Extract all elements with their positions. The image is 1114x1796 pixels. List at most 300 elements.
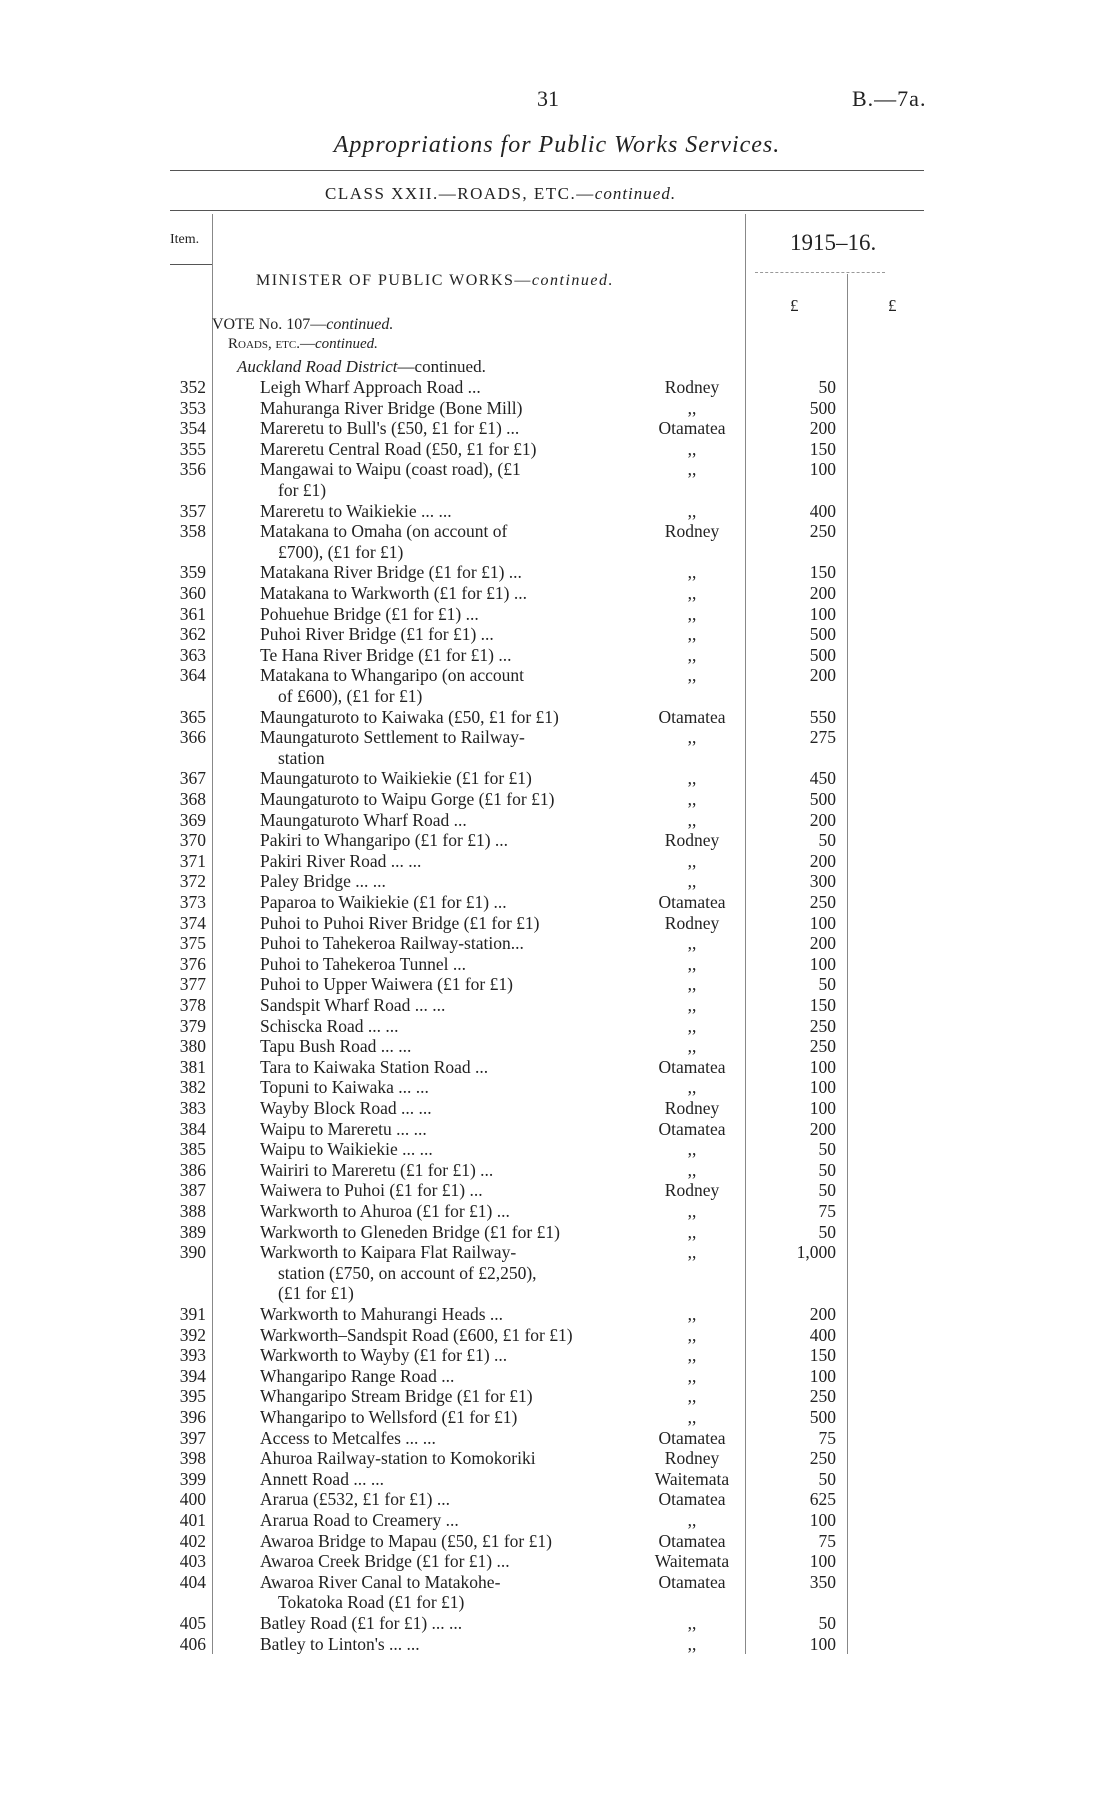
item-number: 390 [179,1242,206,1263]
item-amount: 100 [809,1365,836,1386]
item-amount: 100 [809,459,836,480]
item-amount: 100 [809,1510,836,1530]
item-number: 400 [179,1489,206,1510]
item-description-line: Puhoi to Puhoi River Bridge (£1 for £1) [260,912,540,933]
item-number: 404 [179,1571,206,1592]
description-column-divider [745,214,746,1654]
item-description-line: Waipu to Waikiekie ... ... [260,1139,433,1160]
item-county: ,, [687,644,697,665]
item-description [260,1180,652,1201]
item-number: 402 [179,1530,206,1551]
item-description-line: Wayby Block Road ... ... [260,1098,432,1118]
item-description-line: Waipu to Mareretu ... ... [260,1118,427,1139]
item-amount: 50 [818,1468,836,1489]
item-description-line: Maungaturoto to Waipu Gorge (£1 for £1) [260,789,555,809]
item-county: ,, [687,665,697,686]
item-description-line: Matakana River Bridge (£1 for £1) ... [260,562,522,583]
item-description-continuation: station (£750, on account of £2,250), [278,1262,537,1283]
item-county: ,, [687,1613,697,1633]
item-description [260,1613,652,1634]
item-description [260,1572,652,1613]
item-county: ,, [687,562,697,583]
item-description [260,892,652,913]
item-number: 386 [179,1159,206,1180]
item-county: Otamatea [658,418,726,439]
item-county: ,, [687,1036,697,1057]
item-description [260,789,652,810]
item-description-continuation: £700), (£1 for £1) [278,541,404,562]
vote-text: VOTE No. 107— [212,316,327,333]
item-amount: 625 [809,1489,836,1510]
item-description-line: Sandspit Wharf Road ... ... [260,995,446,1015]
item-number: 357 [179,500,206,521]
item-county: Rodney [664,830,720,851]
item-description-line: Warkworth to Kaipara Flat Railway- [260,1242,517,1263]
item-county: Rodney [664,1448,720,1469]
item-number: 382 [179,1077,206,1098]
item-description-line: Ararua Road to Creamery ... [260,1510,459,1530]
item-amount: 100 [809,1633,836,1654]
item-amount: 500 [809,1407,836,1427]
item-amount: 50 [818,1180,836,1201]
item-description [260,604,652,625]
item-description [260,1036,652,1057]
minister-continued: continued. [531,272,614,289]
item-description [260,521,652,562]
district-continued: —continued. [397,357,486,376]
item-amount: 100 [809,912,836,933]
item-description-continuation: of £600), (£1 for £1) [278,685,423,706]
item-county: ,, [687,809,697,830]
item-county: ,, [687,1242,697,1263]
item-description [260,1366,652,1387]
item-number: 398 [179,1448,206,1469]
class-heading-continued: continued. [594,184,677,203]
item-description-line: Tapu Bush Road ... ... [260,1036,412,1057]
item-amount: 150 [809,995,836,1015]
item-amount: 100 [809,603,836,624]
item-county: ,, [687,624,697,645]
item-county: ,, [687,1510,697,1530]
item-description-line: Topuni to Kaiwaka ... ... [260,1077,429,1098]
item-description [260,624,652,645]
item-description-line: Leigh Wharf Approach Road ... [260,377,481,397]
item-description-line: Maungaturoto to Kaiwaka (£50, £1 for £1) [260,706,559,727]
item-description [260,810,652,831]
item-column-divider [212,214,213,1654]
item-number: 394 [179,1365,206,1386]
item-amount: 300 [809,871,836,892]
item-description [260,1407,652,1428]
item-county: Rodney [664,521,720,542]
item-number: 375 [179,933,206,954]
item-description-line: Maungaturoto to Waikiekie (£1 for £1) [260,768,532,789]
item-description-line: Matakana to Whangaripo (on account [260,665,525,686]
item-description-line: Matakana to Warkworth (£1 for £1) ... [260,583,528,603]
item-description-line: Maungaturoto Settlement to Railway- [260,727,525,748]
item-description-line: Ararua (£532, £1 for £1) ... [260,1489,451,1510]
title-rule [170,170,924,171]
item-description [260,1119,652,1140]
item-description [260,377,652,398]
item-county: ,, [687,583,697,603]
item-description [260,830,652,851]
item-county: ,, [687,459,697,480]
item-number: 376 [179,953,206,974]
item-county: Rodney [664,377,720,397]
item-amount: 400 [809,1324,836,1345]
year-header-rule [755,272,885,273]
item-amount: 250 [809,1036,836,1057]
item-description [260,1077,652,1098]
item-description-line: Mareretu to Waikiekie ... ... [260,500,452,521]
item-description-line: Batley Road (£1 for £1) ... ... [260,1613,463,1633]
minister-text: MINISTER OF PUBLIC WORKS— [256,272,532,289]
item-county: ,, [687,1015,697,1036]
item-description-continuation: for £1) [278,479,327,500]
item-county: ,, [687,974,697,995]
item-description-line: Waiwera to Puhoi (£1 for £1) ... [260,1180,483,1201]
item-description [260,1139,652,1160]
item-description [260,707,652,728]
item-description [260,954,652,975]
item-number: 368 [179,789,206,809]
item-county: ,, [687,727,697,748]
item-county: ,, [687,995,697,1015]
item-description-line: Warkworth–Sandspit Road (£600, £1 for £1) [260,1324,573,1345]
item-county: ,, [687,1386,697,1407]
item-amount: 500 [809,624,836,645]
district-text: Auckland Road District [237,357,398,376]
item-number: 354 [179,418,206,439]
item-amount: 50 [818,1613,836,1633]
item-number: 367 [179,768,206,789]
item-description [260,1469,652,1490]
item-number: 356 [179,459,206,480]
item-number: 391 [179,1304,206,1324]
item-description-line: Pakiri River Road ... ... [260,850,422,871]
district-heading [237,357,486,377]
item-number: 377 [179,974,206,995]
item-amount: 100 [809,1098,836,1118]
item-description-line: Annett Road ... ... [260,1468,384,1489]
item-amount: 200 [809,1118,836,1139]
item-description-line: Pohuehue Bridge (£1 for £1) ... [260,603,479,624]
item-description [260,727,652,768]
item-description-line: Whangaripo to Wellsford (£1 for £1) [260,1407,518,1427]
item-description-line: Paley Bridge ... ... [260,871,386,892]
item-description [260,851,652,872]
item-description [260,583,652,604]
item-description [260,1448,652,1469]
item-number: 383 [179,1098,206,1118]
item-county: Otamatea [658,706,726,727]
item-description [260,768,652,789]
page-number: 31 [537,86,559,111]
item-number: 385 [179,1139,206,1160]
item-description-line: Whangaripo Range Road ... [260,1365,455,1386]
item-number: 366 [179,727,206,748]
item-amount: 250 [809,521,836,542]
item-number: 360 [179,583,206,603]
item-amount: 50 [818,1159,836,1180]
item-amount: 200 [809,583,836,603]
item-amount: 200 [809,809,836,830]
item-county: ,, [687,933,697,954]
item-county: ,, [687,1407,697,1427]
class-heading-text: CLASS XXII.—ROADS, ETC.— [325,184,595,203]
item-county: ,, [687,500,697,521]
item-number: 373 [179,892,206,912]
item-number: 355 [179,438,206,459]
item-amount: 75 [818,1201,836,1221]
item-description-line: Te Hana River Bridge (£1 for £1) ... [260,644,512,665]
item-description-line: Matakana to Omaha (on account of [260,521,508,542]
item-amount: 250 [809,892,836,912]
item-description [260,1057,652,1078]
item-description [260,1304,652,1325]
item-county: ,, [687,1633,697,1654]
item-number: 392 [179,1324,206,1345]
item-description-line: Mangawai to Waipu (coast road), (£1 [260,459,521,480]
amount-column-divider [847,274,848,1654]
item-amount: 200 [809,1304,836,1324]
item-number: 361 [179,603,206,624]
vote-heading [212,316,393,334]
item-number: 381 [179,1056,206,1077]
item-county: Waitemata [654,1468,730,1489]
item-amount: 550 [809,706,836,727]
item-number: 371 [179,850,206,871]
item-county: ,, [687,438,697,459]
item-amount: 150 [809,562,836,583]
item-amount: 500 [809,644,836,665]
item-number: 401 [179,1510,206,1530]
item-amount: 250 [809,1448,836,1469]
item-county: Otamatea [658,1530,726,1551]
item-description [260,1634,652,1655]
item-county: ,, [687,871,697,892]
item-number: 399 [179,1468,206,1489]
item-description-continuation: station [278,747,325,768]
item-county: ,, [687,1365,697,1386]
item-number: 380 [179,1036,206,1057]
item-column-header: Item. [170,232,200,247]
item-description-line: Puhoi to Upper Waiwera (£1 for £1) [260,974,513,995]
item-number: 365 [179,706,206,727]
item-number: 396 [179,1407,206,1427]
item-description [260,439,652,460]
item-description [260,1489,652,1510]
item-description [260,1428,652,1449]
item-county: ,, [687,953,697,974]
item-number: 372 [179,871,206,892]
item-description [260,871,652,892]
item-description [260,1160,652,1181]
item-number: 363 [179,644,206,665]
item-description-line: Warkworth to Gleneden Bridge (£1 for £1) [260,1221,560,1242]
roads-heading [228,336,378,353]
item-description-line: Awaroa Bridge to Mapau (£50, £1 for £1) [260,1530,552,1551]
item-number: 353 [179,397,206,418]
vote-continued: continued. [326,316,394,333]
item-number: 387 [179,1180,206,1201]
item-description-line: Tara to Kaiwaka Station Road ... [260,1056,489,1077]
item-amount: 100 [809,1056,836,1077]
item-description [260,562,652,583]
item-number: 378 [179,995,206,1015]
roads-continued: continued. [314,336,378,352]
item-description-line: Maungaturoto Wharf Road ... [260,809,467,830]
item-description [260,933,652,954]
item-description [260,1510,652,1531]
item-description-line: Warkworth to Mahurangi Heads ... [260,1304,504,1324]
item-description-continuation: Tokatoka Road (£1 for £1) [278,1592,465,1613]
item-county: ,, [687,397,697,418]
item-amount: 75 [818,1427,836,1448]
item-description-line: Pakiri to Whangaripo (£1 for £1) ... [260,830,509,851]
item-amount: 50 [818,830,836,851]
item-number: 388 [179,1201,206,1221]
item-description-line: Awaroa River Canal to Matakohe- [260,1571,501,1592]
item-number: 384 [179,1118,206,1139]
item-county: ,, [687,1201,697,1221]
item-number: 405 [179,1613,206,1633]
year-column-header: 1915–16. [790,230,877,255]
item-amount: 200 [809,933,836,954]
item-description [260,1531,652,1552]
item-amount: 100 [809,1551,836,1572]
item-county: ,, [687,1139,697,1160]
item-amount: 250 [809,1015,836,1036]
item-number: 389 [179,1221,206,1242]
item-amount: 50 [818,377,836,397]
page-title: Appropriations for Public Works Services. [333,132,781,158]
pound-column-header-1: £ [790,296,799,315]
item-number: 369 [179,809,206,830]
item-description [260,1551,652,1572]
item-amount: 200 [809,665,836,686]
item-description-line: Mahuranga River Bridge (Bone Mill) [260,397,523,418]
item-number: 395 [179,1386,206,1407]
item-amount: 500 [809,397,836,418]
item-description [260,1325,652,1346]
item-amount: 200 [809,418,836,439]
item-county: ,, [687,768,697,789]
item-description [260,418,652,439]
item-description-line: Puhoi to Tahekeroa Tunnel ... [260,953,467,974]
item-description [260,1201,652,1222]
item-description [260,1222,652,1243]
item-county: Otamatea [658,892,726,912]
item-amount: 150 [809,1345,836,1366]
item-county: Otamatea [658,1118,726,1139]
item-amount: 100 [809,1077,836,1098]
item-county: ,, [687,1324,697,1345]
item-description [260,995,652,1016]
item-number: 359 [179,562,206,583]
item-number: 362 [179,624,206,645]
item-description-line: Paparoa to Waikiekie (£1 for £1) ... [260,892,507,912]
item-county: ,, [687,789,697,809]
item-amount: 150 [809,438,836,459]
item-description-line: Puhoi to Tahekeroa Railway-station... [260,933,524,954]
item-county: Otamatea [658,1571,726,1592]
item-county: Otamatea [658,1056,726,1077]
item-county: Otamatea [658,1427,726,1448]
item-description-line: Mareretu to Bull's (£50, £1 for £1) ... [260,418,520,439]
item-county: ,, [687,1345,697,1366]
item-number: 374 [179,912,206,933]
item-description-line: Puhoi River Bridge (£1 for £1) ... [260,624,494,645]
item-number: 397 [179,1427,206,1448]
item-description-line: Schiscka Road ... ... [260,1015,399,1036]
item-amount: 50 [818,1139,836,1160]
item-county: ,, [687,603,697,624]
item-description [260,974,652,995]
item-description-line: Wairiri to Mareretu (£1 for £1) ... [260,1159,494,1180]
item-description-line: Awaroa Creek Bridge (£1 for £1) ... [260,1551,510,1572]
item-description-line: Warkworth to Wayby (£1 for £1) ... [260,1345,508,1366]
item-description-line: Ahuroa Railway-station to Komokoriki [260,1448,536,1469]
item-number: 358 [179,521,206,542]
item-number: 379 [179,1015,206,1036]
item-county: ,, [687,1159,697,1180]
class-heading [325,184,676,204]
document-reference: B.—7a. [852,86,927,111]
item-number: 364 [179,665,206,686]
item-amount: 75 [818,1530,836,1551]
item-county: ,, [687,850,697,871]
item-number: 393 [179,1345,206,1366]
item-description [260,1345,652,1366]
item-number: 403 [179,1551,206,1572]
item-county: Waitemata [654,1551,730,1572]
item-description-line: Batley to Linton's ... ... [260,1633,420,1654]
pound-column-header-2: £ [888,296,897,315]
item-amount: 400 [809,500,836,521]
item-description [260,1098,652,1119]
item-amount: 250 [809,1386,836,1407]
item-description [260,913,652,934]
item-number: 406 [179,1633,206,1654]
item-amount: 200 [809,850,836,871]
item-county: ,, [687,1221,697,1242]
item-number: 370 [179,830,206,851]
item-county: ,, [687,1077,697,1098]
item-description-line: Warkworth to Ahuroa (£1 for £1) ... [260,1201,510,1221]
item-description [260,645,652,666]
item-description-line: Access to Metcalfes ... ... [260,1427,436,1448]
item-number: 352 [179,377,206,397]
item-description-line: Whangaripo Stream Bridge (£1 for £1) [260,1386,533,1407]
item-description [260,1016,652,1037]
item-amount: 450 [809,768,836,789]
class-rule [170,210,924,211]
item-amount: 1,000 [796,1242,836,1263]
item-county: Rodney [664,1180,720,1201]
item-county: Rodney [664,1098,720,1118]
minister-heading [256,272,614,290]
item-description [260,665,652,706]
item-header-rule [170,264,212,265]
item-county: ,, [687,1304,697,1324]
item-description [260,1386,652,1407]
item-amount: 100 [809,953,836,974]
item-amount: 350 [809,1571,836,1592]
item-county: Rodney [664,912,720,933]
item-description-continuation: (£1 for £1) [278,1283,354,1304]
